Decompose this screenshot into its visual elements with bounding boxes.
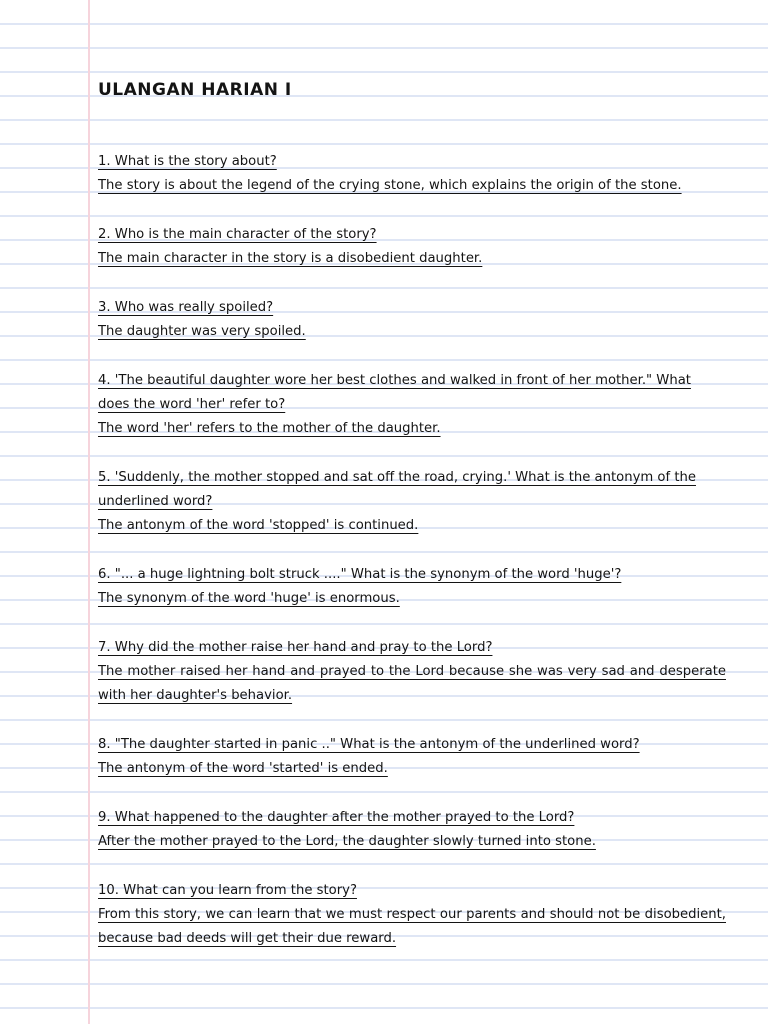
question-5 <box>98 466 726 514</box>
qa-item-6 <box>98 563 726 611</box>
question-9 <box>98 806 726 830</box>
answer-8 <box>98 757 726 781</box>
answer-7 <box>98 660 726 708</box>
answer-10 <box>98 903 726 951</box>
question-5-text: 5. 'Suddenly, the mother stopped and sat off the road, crying.' What is the antonym of the underlined word? <box>98 470 696 509</box>
question-10 <box>98 879 726 903</box>
question-9-text: 9. What happened to the daughter after the mother prayed to the Lord? <box>98 810 575 825</box>
question-2-text: 2. Who is the main character of the story? <box>98 227 377 242</box>
answer-5 <box>98 514 726 538</box>
question-3 <box>98 296 726 320</box>
answer-1 <box>98 174 726 198</box>
qa-item-5 <box>98 466 726 538</box>
question-7-text: 7. Why did the mother raise her hand and pray to the Lord? <box>98 640 493 655</box>
worksheet-content <box>98 78 726 976</box>
answer-3 <box>98 320 726 344</box>
worksheet-title: ULANGAN HARIAN I <box>98 80 292 100</box>
question-3-text: 3. Who was really spoiled? <box>98 300 274 315</box>
answer-9-text: After the mother prayed to the Lord, the daughter slowly turned into stone. <box>98 834 596 849</box>
question-6-text: 6. "... a huge lightning bolt struck ...." What is the synonym of the word 'huge'? <box>98 567 622 582</box>
question-2 <box>98 223 726 247</box>
question-7 <box>98 636 726 660</box>
answer-2-text: The main character in the story is a disobedient daughter. <box>98 251 483 266</box>
qa-item-7 <box>98 636 726 708</box>
question-4 <box>98 369 726 417</box>
answer-3-text: The daughter was very spoiled. <box>98 324 306 339</box>
question-8 <box>98 733 726 757</box>
answer-4-text: The word 'her' refers to the mother of the daughter. <box>98 421 441 436</box>
answer-8-text: The antonym of the word 'started' is ended. <box>98 761 388 776</box>
question-1 <box>98 150 726 174</box>
answer-2 <box>98 247 726 271</box>
answer-4 <box>98 417 726 441</box>
answer-5-text: The antonym of the word 'stopped' is continued. <box>98 518 419 533</box>
qa-item-10 <box>98 879 726 951</box>
answer-6-text: The synonym of the word 'huge' is enormous. <box>98 591 400 606</box>
qa-item-8 <box>98 733 726 781</box>
qa-item-3 <box>98 296 726 344</box>
answer-9 <box>98 830 726 854</box>
answer-10-text: From this story, we can learn that we must respect our parents and should not be disobedient, because bad deeds will get their due reward. <box>98 907 726 946</box>
qa-item-4 <box>98 369 726 441</box>
answer-6 <box>98 587 726 611</box>
qa-item-1 <box>98 150 726 198</box>
answer-1-text: The story is about the legend of the crying stone, which explains the origin of the stone. <box>98 178 682 193</box>
question-1-text: 1. What is the story about? <box>98 154 277 169</box>
question-4-text: 4. 'The beautiful daughter wore her best clothes and walked in front of her mother." What does the word 'her' refer to? <box>98 373 691 412</box>
qa-item-2 <box>98 223 726 271</box>
qa-item-9 <box>98 806 726 854</box>
question-6 <box>98 563 726 587</box>
margin-line <box>88 0 90 1024</box>
question-8-text: 8. "The daughter started in panic .." What is the antonym of the underlined word? <box>98 737 640 752</box>
question-10-text: 10. What can you learn from the story? <box>98 883 357 898</box>
answer-7-text: The mother raised her hand and prayed to the Lord because she was very sad and desperate with her daughter's behavior. <box>98 664 726 703</box>
